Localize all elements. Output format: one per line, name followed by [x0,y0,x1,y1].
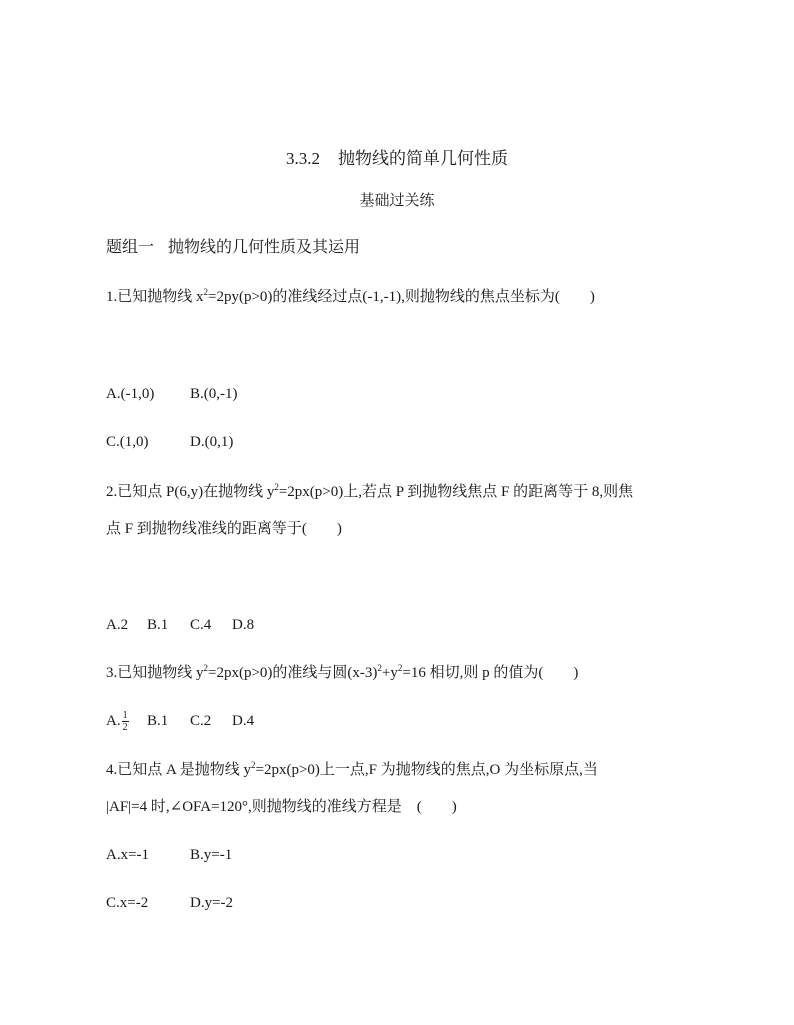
q2-superscript: 2 [274,482,279,492]
q1-option-b[interactable]: B.(0,-1) [190,386,238,402]
q1-text-a: 1.已知抛物线 x [106,289,204,305]
q4-options-row-2 [106,893,233,913]
fraction-denominator: 2 [122,722,128,733]
q2-options-row [106,615,254,635]
q1-superscript: 2 [203,287,209,297]
q4-option-d[interactable]: D.y=-2 [190,895,234,911]
section-label: 题组一 [106,239,155,256]
q3-option-a-fraction [122,710,129,733]
q3-option-a[interactable] [106,710,147,733]
q3-option-a-prefix: A. [106,712,121,729]
q1-options-row-2 [106,432,233,452]
q4-option-a[interactable]: A.x=-1 [106,847,150,863]
q3-superscript-1: 2 [203,663,209,673]
question-3 [106,663,578,683]
q4-text-a: 4.已知点 A 是抛物线 y [106,762,252,778]
q3-option-b[interactable]: B.1 [147,712,169,729]
title-text: 抛物线的简单几何性质 [338,149,508,168]
q4-options-row-1 [106,845,232,865]
q3-superscript-3: 2 [397,663,403,673]
q1-options-row-1 [106,384,238,404]
q2-option-a[interactable]: A.2 [106,617,129,633]
q2-text-a: 2.已知点 P(6,y)在抛物线 y [106,484,275,500]
q3-superscript-2: 2 [377,663,382,673]
q2-option-b[interactable]: B.1 [147,617,169,633]
q2-option-d[interactable]: D.8 [232,617,255,633]
question-1 [106,287,595,307]
section-heading [106,238,360,258]
q4-option-c[interactable]: C.x=-2 [106,895,149,911]
q4-text-b: =2px(p>0)上一点,F 为抛物线的焦点,O 为坐标原点,当 [255,762,598,778]
q4-option-b[interactable]: B.y=-1 [190,847,233,863]
q1-text-b: =2py(p>0)的准线经过点(-1,-1),则抛物线的焦点坐标为( ) [208,289,595,305]
question-4-line-2: |AF|=4 时,∠OFA=120°,则抛物线的准线方程是 ( ) [106,799,457,815]
q2-text-b: =2px(p>0)上,若点 P 到抛物线焦点 F 的距离等于 8,则焦 [278,484,634,500]
q3-text-b: =2px(p>0)的准线与圆(x-3) [208,665,378,681]
q3-text-d: =16 相切,则 p 的值为( ) [402,665,579,681]
q3-text-c: +y [381,665,398,681]
subtitle: 基础过关练 [359,193,435,209]
q3-text-a: 3.已知抛物线 y [106,665,204,681]
q1-option-c[interactable]: C.(1,0) [106,434,149,450]
q3-option-c[interactable]: C.2 [190,712,212,729]
fraction-numerator: 1 [122,710,128,721]
section-text: 抛物线的几何性质及其运用 [168,239,361,256]
q1-option-d[interactable]: D.(0,1) [190,434,234,450]
title-number: 3.3.2 [286,149,320,168]
question-4 [106,760,598,780]
question-2 [106,482,633,502]
q2-option-c[interactable]: C.4 [190,617,212,633]
page-title [0,144,794,169]
q4-superscript: 2 [251,760,256,770]
question-2-line-2: 点 F 到抛物线准线的距离等于( ) [106,521,342,537]
q1-option-a[interactable]: A.(-1,0) [106,386,155,402]
q3-option-d[interactable]: D.4 [232,712,255,729]
q3-options-row [106,710,254,733]
